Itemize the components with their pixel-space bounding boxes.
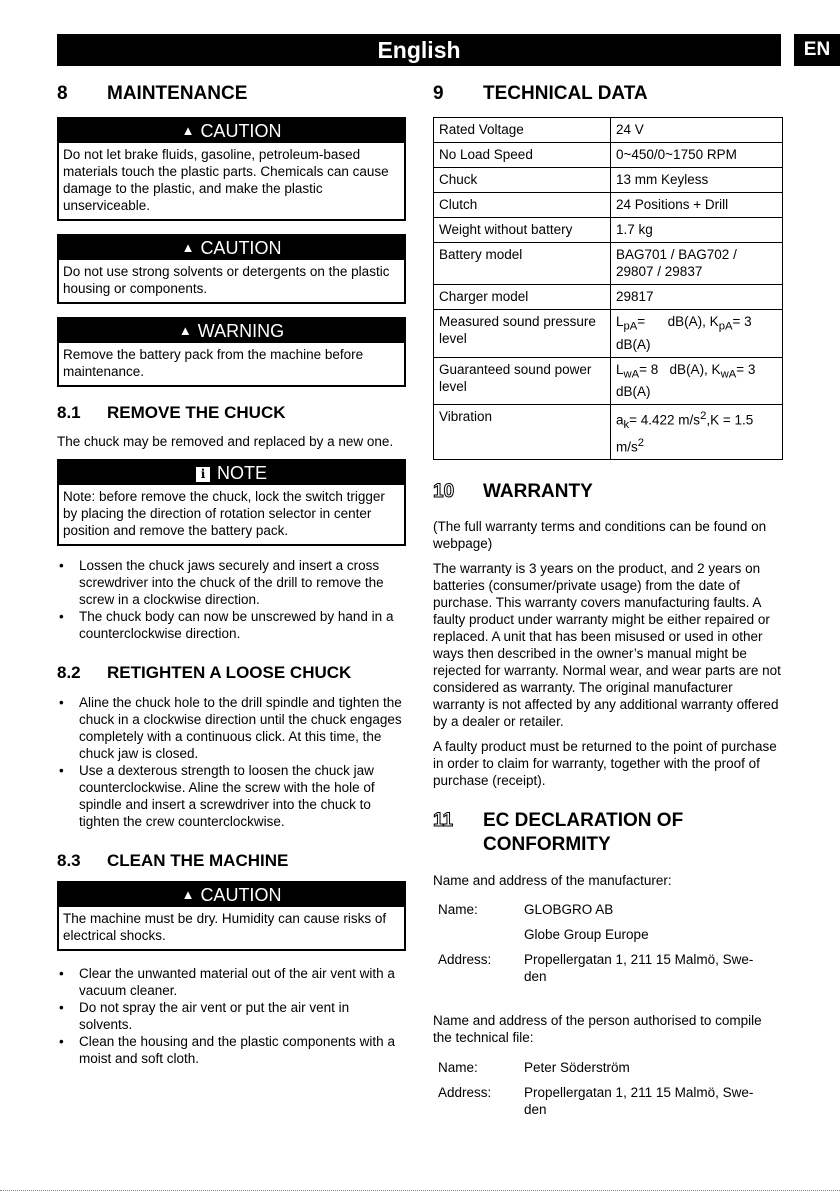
warning-triangle-icon: ▲ <box>181 887 195 902</box>
caution-header <box>59 236 404 260</box>
table-cell: Charger model <box>434 285 611 310</box>
table-cell: $a_k= 4.422$ $m/s^2,K = 1.5$ $m/s^2$ <box>611 405 783 460</box>
right-column <box>433 82 783 1118</box>
section-title: REMOVE THE CHUCK <box>107 403 286 422</box>
declaration-heading <box>433 809 783 857</box>
warning-text: Remove the battery pack from the machine before maintenance. <box>63 347 364 379</box>
warning-triangle-icon: ▲ <box>181 240 195 255</box>
table-row <box>434 143 783 168</box>
caution-box <box>57 881 406 951</box>
table-cell: 24 Positions + Drill <box>611 193 783 218</box>
table-cell: 13 mm Keyless <box>611 168 783 193</box>
maintenance-heading <box>57 82 406 106</box>
caution-label: CAUTION <box>200 238 282 258</box>
warranty-paragraph: The warranty is 3 years on the product, and 2 years on batteries (consumer/private usage) from the date of purchase. This warranty covers manufacturing faults. A faulty product under warranty might be either repaired or replaced. A unit that has been misused or used in other ways then described in the owner’s manual might be rejected for warranty. Normal wear, and wear parts are not considered as warranty. The original manufacturer warranty is not affected by any additional warranty offered by a dealer or retailer. <box>433 561 781 730</box>
table-row <box>434 357 783 405</box>
table-cell: Measured sound pressure level <box>434 310 611 358</box>
person-block <box>433 1059 783 1118</box>
caution-box <box>57 117 406 221</box>
table-cell: 29817 <box>611 285 783 310</box>
table-row <box>434 168 783 193</box>
remove-chuck-intro: The chuck may be removed and replaced by a new one. <box>57 434 394 449</box>
section-title: MAINTENANCE <box>107 83 248 104</box>
clean-heading <box>57 850 406 872</box>
remove-chuck-steps <box>57 557 406 642</box>
list-item: • Lossen the chuck jaws securely and insert a cross screwdriver into the chuck of the drill to remove the screw in a clockwise direction. <box>57 557 406 608</box>
manufacturer-intro: Name and address of the manufacturer: <box>433 873 672 889</box>
remove-chuck-heading <box>57 402 406 424</box>
list-item: • Aline the chuck hole to the drill spindle and tighten the chuck in a clockwise direction until the chuck engages completely with a continuous click. At this time, the chuck jaw is closed. <box>57 694 406 762</box>
person-address: Address: Propellergatan 1, 211 15 Malmö, Swe-den <box>438 1085 754 1118</box>
warning-label: WARNING <box>197 321 285 341</box>
table-cell: Guaranteed sound power level <box>434 357 611 405</box>
warning-box <box>57 317 406 387</box>
table-cell: Rated Voltage <box>434 118 611 143</box>
table-cell: $L_{pA}=$ dB(A), $K_{pA}= 3$ dB(A) <box>611 310 783 358</box>
list-item: • Clear the unwanted material out of the air vent with a vacuum cleaner. <box>57 965 406 999</box>
manufacturer-address: Address: Propellergatan 1, 211 15 Malmö, Swe-den <box>438 952 754 985</box>
warning-triangle-icon: ▲ <box>178 323 192 338</box>
section-title: TECHNICAL DATA <box>483 83 648 104</box>
page-bottom-rule <box>0 1190 840 1191</box>
left-column <box>57 82 406 1067</box>
table-row <box>434 310 783 358</box>
list-item: • Do not spray the air vent or put the air vent in solvents. <box>57 999 406 1033</box>
list-item: • Use a dexterous strength to loosen the chuck jaw counterclockwise. Aline the screw with the hole of spindle and insert a screwdriver into the chuck to tighten the crew counterclockwise. <box>57 762 406 830</box>
table-row <box>434 405 783 460</box>
section-number: 8.2 <box>57 663 81 682</box>
caution-box <box>57 234 406 304</box>
table-row <box>434 118 783 143</box>
caution-label: CAUTION <box>200 885 282 905</box>
caution-label: CAUTION <box>200 121 282 141</box>
technical-heading <box>433 82 783 106</box>
table-cell: Chuck <box>434 168 611 193</box>
caution-header <box>59 119 404 143</box>
caution-text: The machine must be dry. Humidity can cause risks of electrical shocks. <box>63 911 387 943</box>
section-number: 9 <box>433 83 444 104</box>
warranty-paragraph: A faulty product must be returned to the point of purchase in order to claim for warranty, together with the proof of purchase (receipt). <box>433 739 777 789</box>
table-cell: Clutch <box>434 193 611 218</box>
section-number: 8.3 <box>57 851 81 870</box>
retighten-steps <box>57 694 406 830</box>
manufacturer-block <box>433 901 783 985</box>
manufacturer-name-line2: Globe Group Europe <box>524 927 649 943</box>
section-title: CLEAN THE MACHINE <box>107 851 289 870</box>
table-row <box>434 243 783 285</box>
note-box <box>57 459 406 546</box>
section-title: WARRANTY <box>483 481 593 503</box>
manufacturer-name: Name: GLOBGRO AB <box>438 902 614 918</box>
table-row <box>434 218 783 243</box>
table-row <box>434 193 783 218</box>
header-title: English <box>377 37 461 63</box>
table-cell: $L_{wA}= 8$ dB(A), $K_{wA}= 3$ dB(A) <box>611 357 783 405</box>
list-item: • Clean the housing and the plastic components with a moist and soft cloth. <box>57 1033 406 1067</box>
section-number: 11 <box>433 810 454 832</box>
table-cell: 0~450/0~1750 RPM <box>611 143 783 168</box>
clean-steps <box>57 965 406 1067</box>
caution-text: Do not use strong solvents or detergents on the plastic housing or components. <box>63 264 390 296</box>
table-cell: Weight without battery <box>434 218 611 243</box>
list-item: • The chuck body can now be unscrewed by hand in a counterclockwise direction. <box>57 608 406 642</box>
section-number: 10 <box>433 481 455 503</box>
table-cell: Vibration <box>434 405 611 460</box>
table-cell: Battery model <box>434 243 611 285</box>
warranty-heading <box>433 480 783 504</box>
section-title: EC DECLARATION OF CONFORMITY <box>483 810 684 856</box>
note-header <box>59 461 404 485</box>
table-row <box>434 285 783 310</box>
person-name: Name: Peter Söderström <box>438 1060 630 1076</box>
info-icon: i <box>196 467 210 482</box>
section-number: 8 <box>57 83 68 104</box>
tech-file-intro: Name and address of the person authorised to compile the technical file: <box>433 1013 762 1046</box>
retighten-heading <box>57 662 406 684</box>
language-tab: EN <box>794 34 840 66</box>
section-number: 8.1 <box>57 403 81 422</box>
caution-header <box>59 883 404 907</box>
table-cell: 24 V <box>611 118 783 143</box>
warning-triangle-icon: ▲ <box>181 123 195 138</box>
note-label: NOTE <box>216 463 267 483</box>
caution-text: Do not let brake fluids, gasoline, petroleum-based materials touch the plastic parts. Chemicals can cause damage to the plastic, and make the plastic unserviceable. <box>63 147 389 213</box>
section-title: RETIGHTEN A LOOSE CHUCK <box>107 663 352 682</box>
technical-data-table <box>433 117 783 460</box>
table-cell: 1.7 kg <box>611 218 783 243</box>
warranty-paragraph: (The full warranty terms and conditions can be found on webpage) <box>433 519 767 552</box>
table-cell: No Load Speed <box>434 143 611 168</box>
note-text: Note: before remove the chuck, lock the switch trigger by placing the direction of rotation selector in center position and remove the battery pack. <box>63 489 385 538</box>
page-header <box>57 34 781 66</box>
warning-header <box>59 319 404 343</box>
table-cell: BAG701 / BAG702 / 29807 / 29837 <box>611 243 783 285</box>
